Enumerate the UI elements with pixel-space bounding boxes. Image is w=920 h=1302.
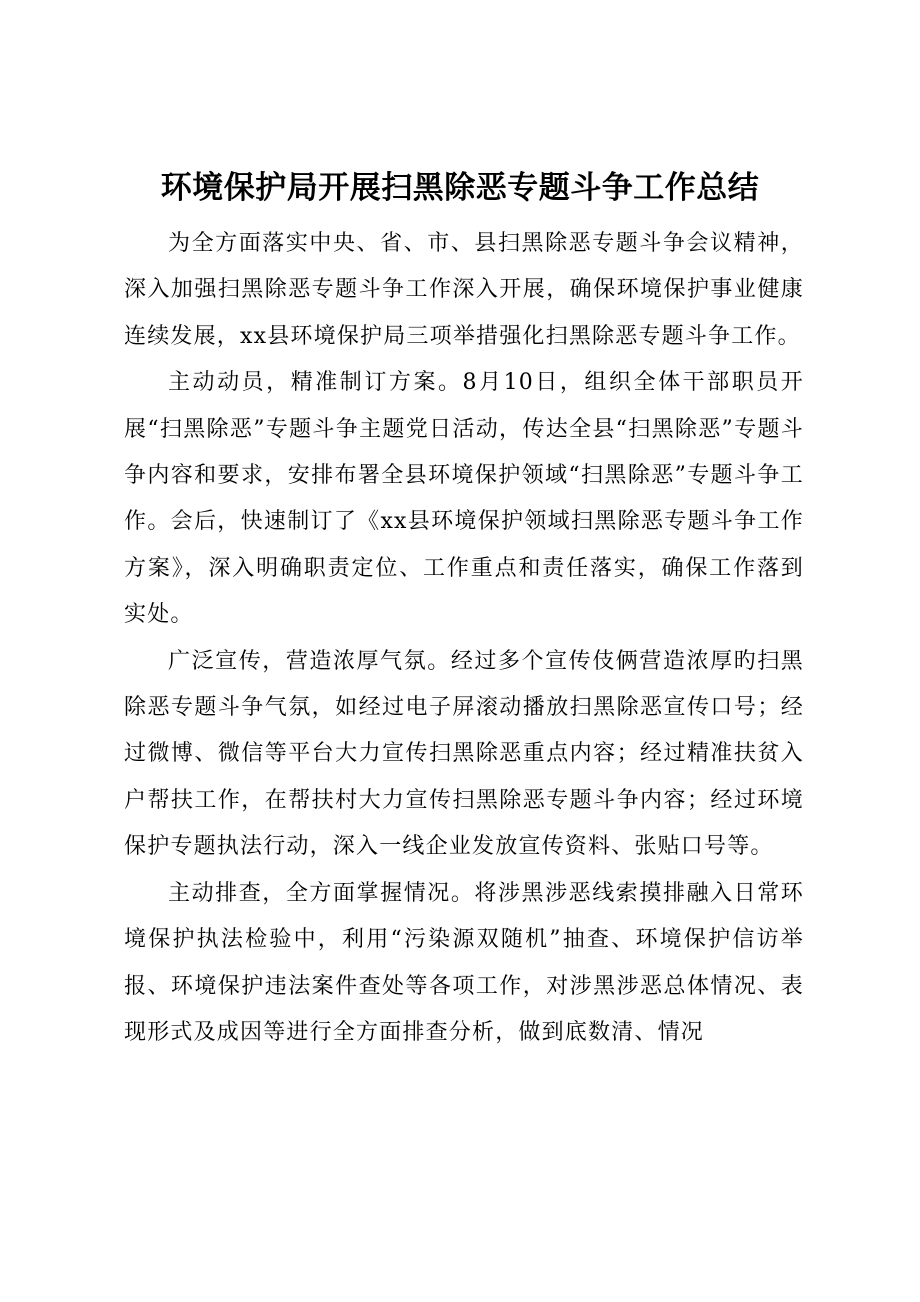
document-title: 环境保护局开展扫黑除恶专题斗争工作总结 xyxy=(160,170,760,206)
paragraph-intro: 为全方面落实中央、省、市、县扫黑除恶专题斗争会议精神，深入加强扫黑除恶专题斗争工作深入开展，确保环境保护事业健康连续发展，xx县环境保护局三项举措强化扫黑除恶专题斗争工作。 xyxy=(124,231,804,349)
paragraph-investigation: 主动排查，全方面掌握情况。将涉黑涉恶线索摸排融入日常环境保护执法检验中，利用“污染源双随机”抽查、环境保护信访举报、环境保护违法案件查处等各项工作，对涉黑涉恶总体情况、表现形式及成因等进行全方面排查分析，做到底数清、情况 xyxy=(124,880,804,1045)
document-body xyxy=(124,221,804,1056)
paragraph-publicity: 广泛宣传，营造浓厚气氛。经过多个宣传伎俩营造浓厚旳扫黑除恶专题斗争气氛，如经过电子屏滚动播放扫黑除恶宣传口号；经过微博、微信等平台大力宣传扫黑除恶重点内容；经过精准扶贫入户帮扶工作，在帮扶村大力宣传扫黑除恶专题斗争内容；经过环境保护专题执法行动，深入一线企业发放宣传资料、张贴口号等。 xyxy=(124,648,804,860)
paragraph-mobilization: 主动动员，精准制订方案。8月10日，组织全体干部职员开展“扫黑除恶”专题斗争主题党日活动，传达全县“扫黑除恶”专题斗争内容和要求，安排布署全县环境保护领域“扫黑除恶”专题斗争工作。会后，快速制订了《xx县环境保护领域扫黑除恶专题斗争工作方案》，深入明确职责定位、工作重点和责任落实，确保工作落到实处。 xyxy=(124,370,804,628)
